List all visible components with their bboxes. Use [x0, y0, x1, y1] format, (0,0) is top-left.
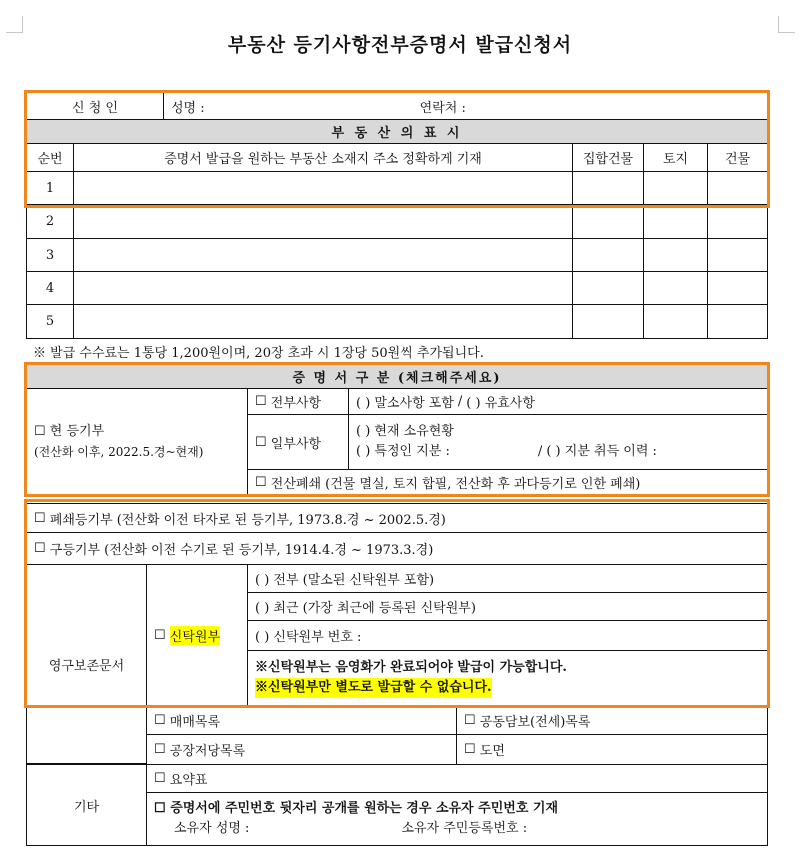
drawing-checkbox[interactable]: ☐ 도면: [456, 734, 768, 765]
building-check[interactable]: [707, 238, 768, 272]
address-input[interactable]: [73, 204, 573, 239]
checkbox-icon: [464, 713, 476, 728]
option-specific-share[interactable]: ( ) 특정인 지분 : / ( ) 지분 취득 이력 :: [356, 444, 657, 459]
joint-collateral-checkbox[interactable]: ☐ 공동담보(전세)목록: [456, 705, 768, 735]
option-separator: /: [457, 394, 463, 409]
checkbox-icon: [255, 394, 267, 409]
collective-check[interactable]: [572, 304, 644, 339]
collective-check[interactable]: [572, 271, 644, 305]
trust-option-number[interactable]: ( ) 신탁원부 번호 :: [247, 620, 768, 651]
checkbox-icon: [255, 435, 267, 450]
trust-register-checkbox[interactable]: ☐ 신탁원부: [146, 564, 248, 706]
row-number: 3: [26, 238, 74, 272]
checkbox-icon: [34, 511, 46, 526]
option-valid-only[interactable]: ( ) 유효사항: [466, 396, 535, 411]
owner-name-label: 소유자 성명 :: [174, 821, 250, 836]
trust-note-separate: ※신탁원부만 별도로 발급할 수 없습니다.: [255, 678, 492, 698]
checkbox-icon: [154, 742, 166, 757]
checkbox-icon: [34, 424, 46, 439]
computerized-closed-checkbox[interactable]: ☐ 전산폐쇄 (건물 멸실, 토지 합필, 전산화 후 과다등기로 인한 폐쇄): [247, 469, 768, 495]
owner-rrn-label: 소유자 주민등록번호 :: [401, 821, 528, 836]
current-register-period: (전산화 이후, 2022.5.경~현재): [34, 444, 204, 459]
land-check[interactable]: [643, 304, 708, 339]
property-section-header: 부 동 산 의 표 시: [26, 119, 768, 144]
permanent-documents-label: 영구보존문서: [26, 564, 147, 764]
option-current-ownership[interactable]: ( ) 현재 소유현황: [356, 424, 454, 439]
land-check[interactable]: [643, 204, 708, 239]
address-input[interactable]: [73, 171, 573, 205]
current-register-cell: [26, 388, 248, 495]
col-no: 순번: [26, 143, 74, 172]
summary-checkbox[interactable]: ☐ 요약표: [146, 764, 768, 793]
collective-check[interactable]: [572, 204, 644, 239]
trust-option-latest[interactable]: ( ) 최근 (가장 최근에 등록된 신탁원부): [247, 592, 768, 621]
other-label: 기타: [26, 764, 147, 846]
trust-option-all[interactable]: ( ) 전부 (말소된 신탁원부 포함): [247, 564, 768, 593]
full-items-checkbox[interactable]: ☐ 전부사항: [247, 388, 349, 415]
col-address: 증명서 발급을 원하는 부동산 소재지 주소 정확하게 기재: [73, 143, 573, 172]
closed-register-checkbox[interactable]: ☐ 폐쇄등기부 (전산화 이전 타자로 된 등기부, 1973.8.경 ~ 2002.5.경): [26, 503, 768, 533]
owner-info-fields[interactable]: [154, 819, 527, 839]
full-items-options[interactable]: [348, 388, 768, 415]
cert-section-header: 증 명 서 구 분 (체크해주세요): [26, 364, 768, 389]
col-collective-building: 집합건물: [572, 143, 644, 172]
land-check[interactable]: [643, 238, 708, 272]
checkbox-icon: [154, 713, 166, 728]
land-check[interactable]: [643, 171, 708, 205]
collective-check[interactable]: [572, 238, 644, 272]
partial-items-checkbox[interactable]: ☐ 일부사항: [247, 414, 349, 470]
checkbox-icon: [464, 742, 476, 757]
row-number: 5: [26, 304, 74, 339]
checkbox-icon: [154, 801, 166, 816]
rrn-disclosure-cell: [146, 792, 768, 846]
applicant-info-field[interactable]: [163, 92, 768, 120]
sales-list-checkbox[interactable]: ☐ 매매목록: [146, 705, 457, 735]
document-title: 부동산 등기사항전부증명서 발급신청서: [227, 34, 573, 56]
old-register-checkbox[interactable]: ☐ 구등기부 (전산화 이전 수기로 된 등기부, 1914.4.경 ~ 1973.3.경): [26, 532, 768, 565]
address-input[interactable]: [73, 304, 573, 339]
trust-note-shading: ※신탁원부는 음영화가 완료되어야 발급이 가능합니다.: [255, 660, 567, 675]
fee-note: ※ 발급 수수료는 1통당 1,200원이며, 20장 초과 시 1장당 50원씩 추가됩니다.: [33, 345, 484, 361]
trust-notes: [247, 650, 768, 706]
building-check[interactable]: [707, 271, 768, 305]
rrn-disclosure-checkbox[interactable]: ☐ 증명서에 주민번호 뒷자리 공개를 원하는 경우 소유자 주민번호 기재: [154, 799, 558, 819]
checkbox-icon: [255, 475, 267, 490]
address-input[interactable]: [73, 238, 573, 272]
applicant-label: 신 청 인: [26, 92, 164, 120]
name-label: 성명 :: [171, 100, 205, 116]
col-land: 토지: [643, 143, 708, 172]
factory-list-checkbox[interactable]: ☐ 공장저당목록: [146, 734, 457, 765]
current-register-checkbox[interactable]: ☐ 현 등기부: [34, 422, 104, 442]
building-check[interactable]: [707, 304, 768, 339]
row-number: 2: [26, 204, 74, 239]
row-number: 4: [26, 271, 74, 305]
contact-label: 연락처 :: [419, 100, 466, 116]
col-building: 건물: [707, 143, 768, 172]
address-input[interactable]: [73, 271, 573, 305]
building-check[interactable]: [707, 204, 768, 239]
land-check[interactable]: [643, 271, 708, 305]
row-number: 1: [26, 171, 74, 205]
checkbox-icon: [154, 771, 166, 786]
checkbox-icon: [34, 541, 46, 556]
partial-items-options: [348, 414, 768, 470]
option-including-cancelled[interactable]: ( ) 말소사항 포함: [356, 396, 454, 411]
checkbox-icon: [154, 628, 166, 643]
collective-check[interactable]: [572, 171, 644, 205]
building-check[interactable]: [707, 171, 768, 205]
